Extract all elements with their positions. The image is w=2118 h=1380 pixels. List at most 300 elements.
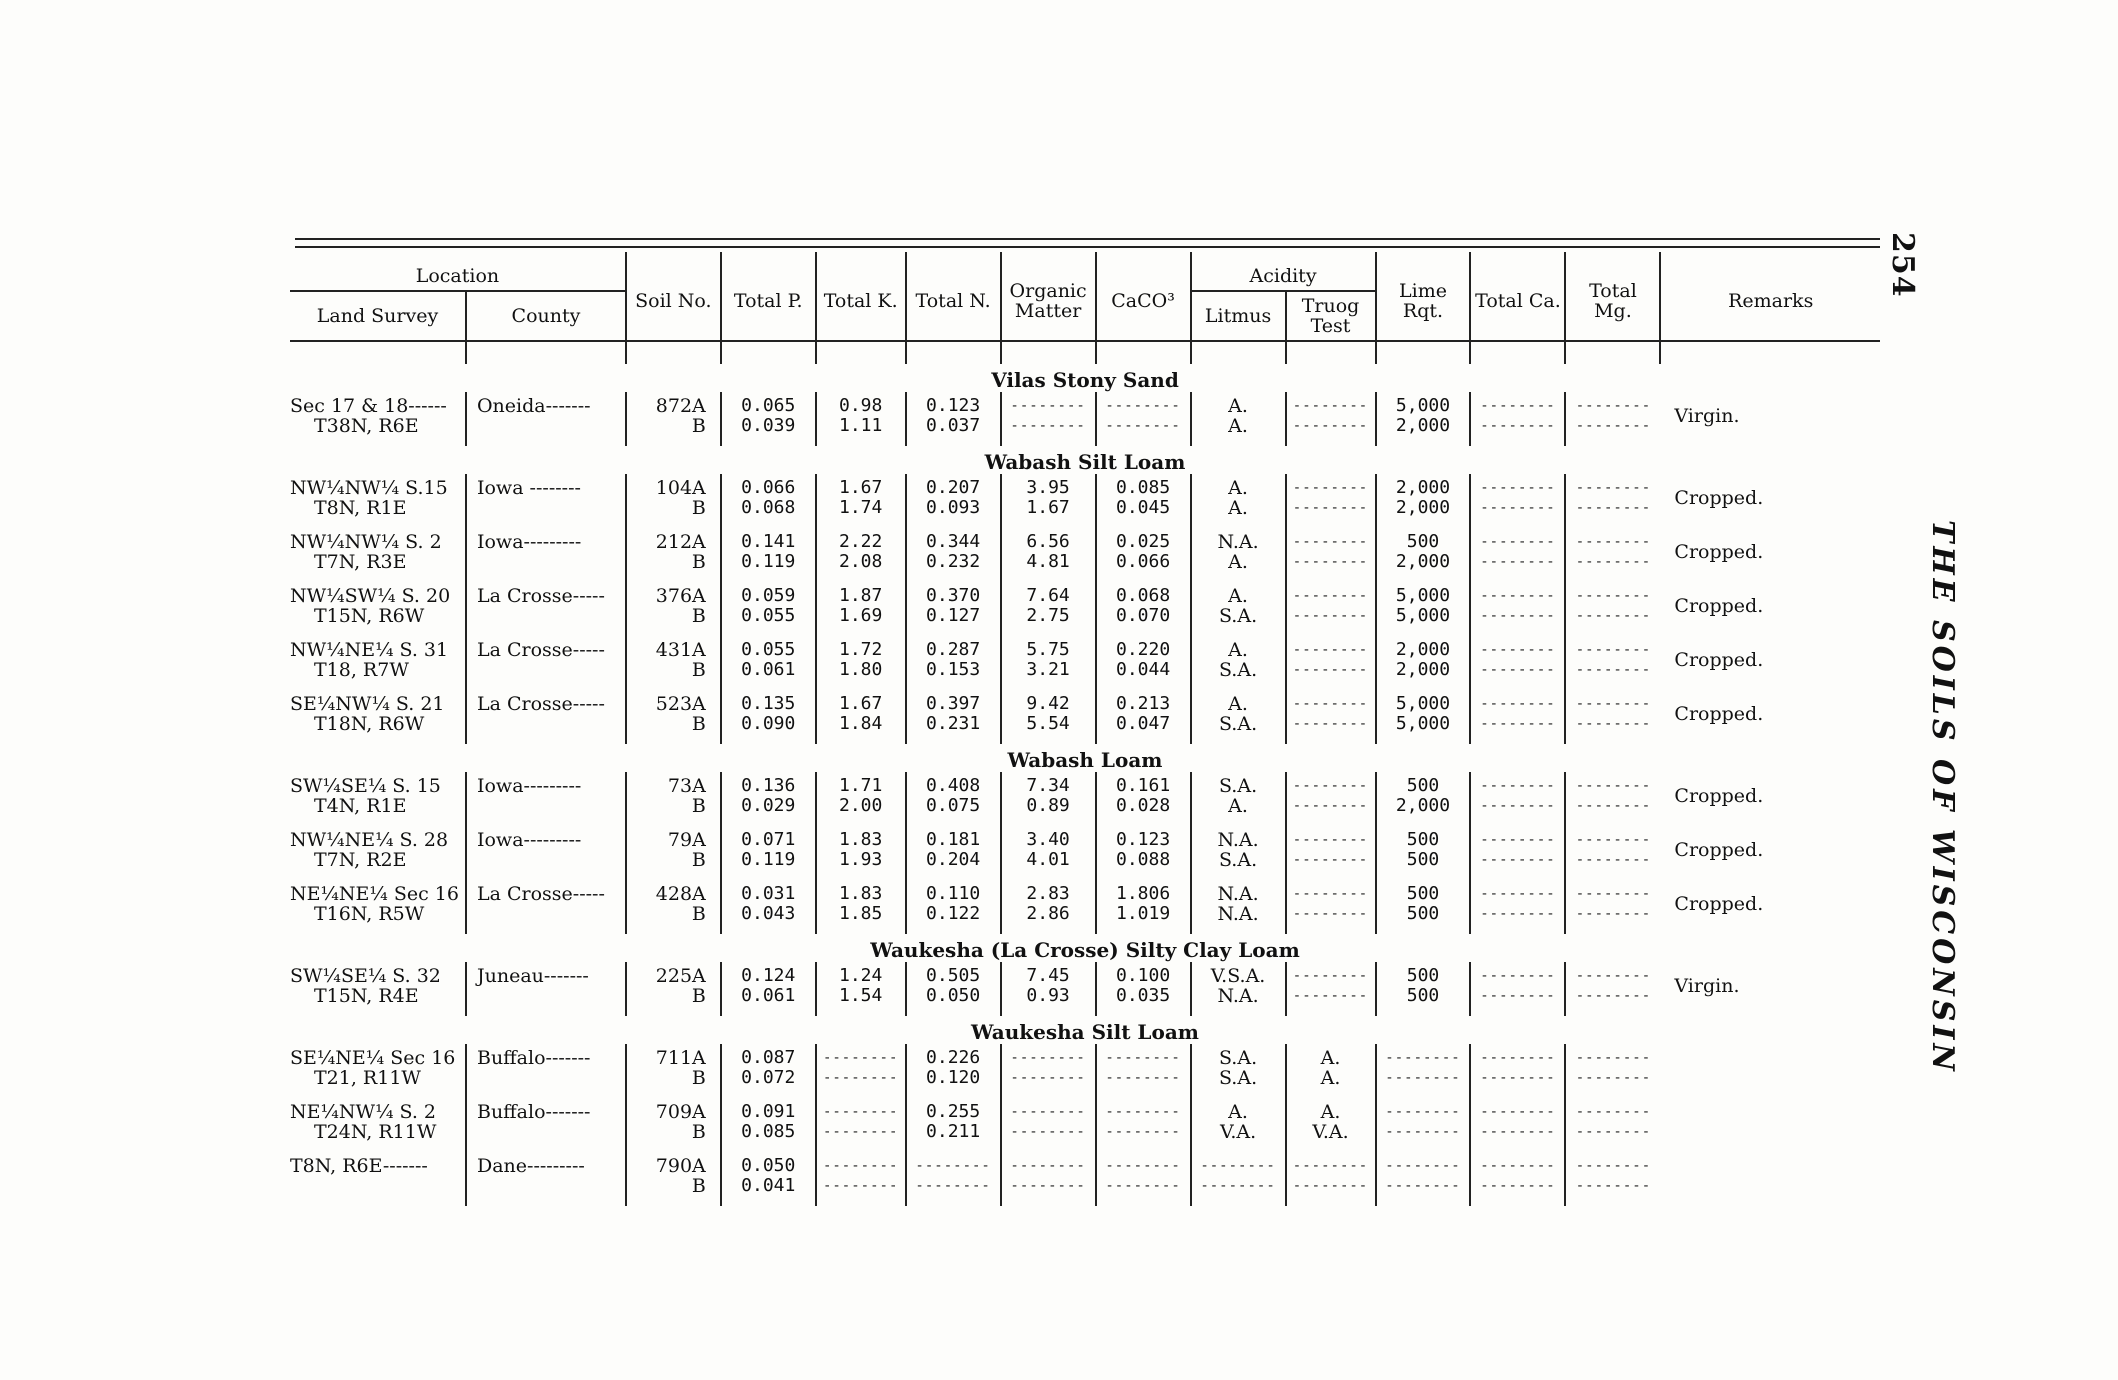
soil-no-value: B — [691, 497, 706, 519]
total-k-value: 1.84 — [838, 713, 883, 734]
truog-test-cell — [1286, 772, 1376, 826]
total-k-cell — [816, 636, 906, 690]
organic-matter-value: 2.83 — [1026, 883, 1070, 904]
blank-dash: -------- — [1480, 1124, 1556, 1140]
litmus-value: S.A. — [1218, 605, 1258, 627]
caco3-value: 0.025 — [1115, 531, 1171, 552]
blank-dash: -------- — [1292, 554, 1369, 570]
organic-matter-cell — [1001, 1098, 1096, 1152]
blank-dash: -------- — [1575, 1178, 1652, 1194]
section-title: Waukesha (La Crosse) Silty Clay Loam — [870, 938, 1300, 962]
litmus-value: A. — [1228, 395, 1248, 417]
total-n-value: 0.231 — [926, 713, 981, 734]
land-survey-line-1: T8N, R6E------- — [290, 1155, 428, 1177]
land-survey-line-1: NW¼SW¼ S. 20 — [290, 585, 451, 607]
organic-matter-value: 3.40 — [1026, 829, 1070, 850]
blank-dash: -------- — [822, 1124, 899, 1140]
table-row — [290, 636, 1880, 690]
blank-dash: -------- — [1575, 1104, 1652, 1120]
caco3-value: 0.161 — [1115, 775, 1171, 796]
blank-dash: -------- — [1575, 418, 1652, 434]
total-k-value: 1.83 — [838, 829, 883, 850]
section-title: Wabash Silt Loam — [984, 450, 1186, 474]
truog-test-cell — [1286, 1044, 1376, 1098]
organic-matter-value: 0.93 — [1026, 985, 1070, 1006]
total-p-value: 0.061 — [741, 659, 796, 680]
lime-rqt-value: 5,000 — [1395, 605, 1451, 626]
blank-dash: -------- — [1105, 1158, 1181, 1174]
total-n-value: 0.255 — [926, 1101, 981, 1122]
county-cell: Oneida------- — [466, 392, 626, 446]
caco3-cell — [1096, 392, 1191, 446]
total-n-value: 0.181 — [926, 829, 981, 850]
litmus-value: A. — [1228, 497, 1248, 519]
remarks-cell: Cropped. — [1674, 839, 1764, 861]
caco3-value: 0.045 — [1115, 497, 1171, 518]
soil-no-cell — [626, 528, 721, 582]
county-cell: Iowa -------- — [466, 474, 626, 528]
caco3-value: 0.088 — [1115, 849, 1171, 870]
blank-dash: -------- — [1292, 1158, 1369, 1174]
litmus-value: A. — [1228, 415, 1248, 437]
header-caco3: CaCO³ — [1096, 252, 1191, 341]
soil-no-value: 104A — [655, 477, 706, 499]
total-p-cell — [721, 582, 816, 636]
total-p-value: 0.066 — [741, 477, 796, 498]
organic-matter-value: 7.64 — [1026, 585, 1070, 606]
total-p-value: 0.055 — [741, 639, 796, 660]
blank-dash: -------- — [822, 1104, 899, 1120]
soil-no-value: 79A — [667, 829, 706, 851]
total-k-cell — [816, 392, 906, 446]
remarks-cell — [1660, 1152, 1880, 1206]
blank-dash: -------- — [1480, 554, 1556, 570]
organic-matter-value: 5.75 — [1026, 639, 1070, 660]
total-p-value: 0.041 — [741, 1175, 796, 1196]
total-k-cell — [816, 474, 906, 528]
land-survey-line-1: NW¼NW¼ S.15 — [290, 477, 448, 499]
total-p-cell — [721, 690, 816, 744]
blank-dash: -------- — [1480, 534, 1556, 550]
total-k-cell — [816, 690, 906, 744]
section-title: Vilas Stony Sand — [991, 368, 1179, 392]
land-survey-cell — [290, 826, 466, 880]
total-p-cell — [721, 636, 816, 690]
truog-test-value: A. — [1320, 1101, 1341, 1123]
soil-no-value: B — [691, 1121, 706, 1143]
organic-matter-value: 2.75 — [1026, 605, 1070, 626]
total-n-value: 0.287 — [926, 639, 981, 660]
blank-dash: -------- — [1292, 852, 1369, 868]
land-survey-line-1: SW¼SE¼ S. 15 — [290, 775, 441, 797]
land-survey-cell — [290, 636, 466, 690]
total-p-value: 0.065 — [741, 395, 796, 416]
caco3-cell — [1096, 772, 1191, 826]
soil-no-value: 376A — [655, 585, 706, 607]
total-mg-cell — [1565, 690, 1660, 744]
section-title: Waukesha Silt Loam — [971, 1020, 1199, 1044]
total-k-value: 1.80 — [838, 659, 883, 680]
blank-dash: -------- — [1480, 1158, 1556, 1174]
header-land-survey: Land Survey — [290, 291, 466, 341]
lime-rqt-value: 500 — [1406, 849, 1440, 870]
litmus-value: S.A. — [1218, 713, 1258, 735]
land-survey-cell — [290, 392, 466, 446]
header-litmus: Litmus — [1191, 291, 1286, 341]
blank-dash: -------- — [1480, 642, 1556, 658]
blank-dash: -------- — [1292, 608, 1369, 624]
total-ca-cell — [1470, 474, 1565, 528]
total-p-cell — [721, 392, 816, 446]
table-row — [290, 1152, 1880, 1206]
total-k-value: 1.67 — [838, 477, 883, 498]
blank-dash: -------- — [1480, 500, 1556, 516]
caco3-value: 0.028 — [1115, 795, 1171, 816]
soil-no-cell — [626, 962, 721, 1016]
land-survey-cell — [290, 474, 466, 528]
county-cell: Buffalo------- — [466, 1044, 626, 1098]
truog-test-cell — [1286, 880, 1376, 934]
blank-dash: -------- — [1010, 1070, 1086, 1086]
total-mg-cell — [1565, 1098, 1660, 1152]
total-n-value: 0.505 — [926, 965, 981, 986]
total-k-value: 1.93 — [838, 849, 883, 870]
blank-dash: -------- — [1575, 852, 1652, 868]
blank-dash: -------- — [1105, 1124, 1181, 1140]
caco3-cell — [1096, 1152, 1191, 1206]
caco3-cell — [1096, 474, 1191, 528]
organic-matter-cell — [1001, 528, 1096, 582]
organic-matter-cell — [1001, 1044, 1096, 1098]
land-survey-cell — [290, 582, 466, 636]
blank-dash: -------- — [1105, 398, 1181, 414]
organic-matter-cell — [1001, 582, 1096, 636]
organic-matter-value: 5.54 — [1026, 713, 1070, 734]
blank-dash: -------- — [1292, 642, 1369, 658]
blank-dash: -------- — [1480, 906, 1556, 922]
running-title: THE SOILS OF WISCONSIN — [1925, 520, 1960, 1075]
blank-dash: -------- — [1575, 696, 1652, 712]
caco3-cell — [1096, 582, 1191, 636]
organic-matter-cell — [1001, 880, 1096, 934]
soil-no-value: 523A — [655, 693, 706, 715]
litmus-cell — [1191, 690, 1286, 744]
soil-no-value: 428A — [655, 883, 706, 905]
organic-matter-value: 1.67 — [1026, 497, 1070, 518]
blank-dash: -------- — [915, 1158, 991, 1174]
lime-rqt-cell — [1376, 582, 1471, 636]
litmus-value: N.A. — [1217, 883, 1259, 905]
soil-no-value: 225A — [655, 965, 706, 987]
soil-no-cell — [626, 772, 721, 826]
total-n-value: 0.344 — [926, 531, 981, 552]
soil-no-value: 73A — [667, 775, 706, 797]
litmus-cell — [1191, 772, 1286, 826]
total-ca-cell — [1470, 582, 1565, 636]
blank-dash: -------- — [822, 1178, 899, 1194]
table-row — [290, 528, 1880, 582]
organic-matter-value: 7.34 — [1026, 775, 1070, 796]
total-k-cell — [816, 1152, 906, 1206]
land-survey-cell — [290, 1152, 466, 1206]
caco3-cell — [1096, 1044, 1191, 1098]
blank-dash: -------- — [1010, 1124, 1086, 1140]
land-survey-line-1: NE¼NW¼ S. 2 — [290, 1101, 437, 1123]
blank-dash: -------- — [1575, 906, 1652, 922]
blank-dash: -------- — [1385, 1124, 1461, 1140]
truog-test-cell — [1286, 528, 1376, 582]
lime-rqt-value: 5,000 — [1395, 585, 1451, 606]
table-row — [290, 880, 1880, 934]
total-ca-cell — [1470, 690, 1565, 744]
litmus-value: A. — [1228, 693, 1248, 715]
total-k-cell — [816, 1098, 906, 1152]
table-row — [290, 582, 1880, 636]
total-n-value: 0.037 — [926, 415, 981, 436]
soil-no-value: 872A — [655, 395, 706, 417]
soil-no-value: B — [691, 849, 706, 871]
total-k-cell — [816, 880, 906, 934]
caco3-value: 0.085 — [1115, 477, 1171, 498]
caco3-cell — [1096, 1098, 1191, 1152]
land-survey-line-1: SE¼NW¼ S. 21 — [290, 693, 445, 715]
header-county: County — [466, 291, 626, 341]
remarks-cell: Cropped. — [1674, 785, 1764, 807]
total-ca-cell — [1470, 1044, 1565, 1098]
total-p-value: 0.087 — [741, 1047, 796, 1068]
litmus-cell — [1191, 392, 1286, 446]
lime-rqt-cell — [1376, 474, 1471, 528]
soil-no-value: B — [691, 605, 706, 627]
land-survey-line-1: NW¼NE¼ S. 31 — [290, 639, 449, 661]
total-n-cell — [906, 1044, 1001, 1098]
lime-rqt-value: 2,000 — [1395, 795, 1451, 816]
land-survey-line-2: T38N, R6E — [314, 415, 419, 437]
litmus-value: N.A. — [1217, 829, 1259, 851]
land-survey-cell — [290, 528, 466, 582]
caco3-value: 0.068 — [1115, 585, 1171, 606]
total-n-cell — [906, 826, 1001, 880]
section-title: Wabash Loam — [1007, 748, 1163, 772]
blank-dash: -------- — [1575, 642, 1652, 658]
blank-dash: -------- — [1480, 778, 1556, 794]
blank-dash: -------- — [1105, 1050, 1181, 1066]
litmus-value: S.A. — [1218, 849, 1258, 871]
section-heading-row — [290, 364, 1880, 392]
blank-dash: -------- — [1575, 1158, 1652, 1174]
truog-test-cell — [1286, 392, 1376, 446]
total-n-cell — [906, 880, 1001, 934]
remarks-cell: Cropped. — [1674, 703, 1764, 725]
total-p-cell — [721, 1098, 816, 1152]
blank-dash: -------- — [1292, 778, 1369, 794]
total-ca-cell — [1470, 392, 1565, 446]
land-survey-cell — [290, 690, 466, 744]
organic-matter-value: 3.21 — [1026, 659, 1070, 680]
lime-rqt-value: 5,000 — [1395, 713, 1451, 734]
land-survey-cell — [290, 1044, 466, 1098]
litmus-value: A. — [1228, 551, 1248, 573]
organic-matter-value: 9.42 — [1026, 693, 1070, 714]
organic-matter-value: 2.86 — [1026, 903, 1070, 924]
truog-test-cell — [1286, 582, 1376, 636]
blank-dash: -------- — [1292, 968, 1369, 984]
land-survey-line-1: Sec 17 & 18------ — [290, 395, 447, 417]
total-n-cell — [906, 636, 1001, 690]
total-ca-cell — [1470, 636, 1565, 690]
litmus-cell — [1191, 474, 1286, 528]
land-survey-line-2: T18, R7W — [314, 659, 409, 681]
organic-matter-value: 0.89 — [1026, 795, 1070, 816]
section-heading-row — [290, 446, 1880, 474]
land-survey-line-2: T16N, R5W — [314, 903, 425, 925]
total-p-value: 0.090 — [741, 713, 796, 734]
total-p-cell — [721, 474, 816, 528]
litmus-cell — [1191, 826, 1286, 880]
blank-dash: -------- — [1292, 398, 1369, 414]
soil-no-value: B — [691, 659, 706, 681]
total-p-value: 0.071 — [741, 829, 796, 850]
lime-rqt-value: 2,000 — [1395, 639, 1451, 660]
total-n-cell — [906, 474, 1001, 528]
organic-matter-value: 3.95 — [1026, 477, 1070, 498]
truog-test-cell — [1286, 1098, 1376, 1152]
litmus-cell — [1191, 636, 1286, 690]
litmus-value: A. — [1228, 639, 1248, 661]
section-heading-row — [290, 934, 1880, 962]
blank-dash: -------- — [1292, 696, 1369, 712]
total-mg-cell — [1565, 826, 1660, 880]
land-survey-line-2: T15N, R6W — [314, 605, 425, 627]
soil-no-cell — [626, 880, 721, 934]
litmus-cell — [1191, 880, 1286, 934]
blank-dash: -------- — [1480, 798, 1556, 814]
total-k-value: 1.71 — [838, 775, 883, 796]
land-survey-line-2: T21, R11W — [314, 1067, 421, 1089]
total-mg-cell — [1565, 962, 1660, 1016]
lime-rqt-value: 2,000 — [1395, 415, 1451, 436]
soil-no-cell — [626, 392, 721, 446]
lime-rqt-cell — [1376, 690, 1471, 744]
total-n-value: 0.397 — [926, 693, 981, 714]
lime-rqt-cell — [1376, 1152, 1471, 1206]
litmus-value: A. — [1228, 795, 1248, 817]
blank-dash: -------- — [1575, 832, 1652, 848]
header-soil-no: Soil No. — [626, 252, 721, 341]
blank-dash: -------- — [1480, 696, 1556, 712]
caco3-value: 0.044 — [1115, 659, 1171, 680]
section-heading-row — [290, 744, 1880, 772]
blank-dash: -------- — [1480, 716, 1556, 732]
total-n-cell — [906, 1098, 1001, 1152]
lime-rqt-cell — [1376, 636, 1471, 690]
caco3-value: 1.019 — [1115, 903, 1171, 924]
total-k-value: 1.11 — [838, 415, 883, 436]
lime-rqt-cell — [1376, 1044, 1471, 1098]
caco3-value: 0.070 — [1115, 605, 1171, 626]
land-survey-line-2: T15N, R4E — [314, 985, 419, 1007]
total-p-cell — [721, 962, 816, 1016]
litmus-value: V.A. — [1219, 1121, 1257, 1143]
organic-matter-cell — [1001, 392, 1096, 446]
soil-no-value: B — [691, 1067, 706, 1089]
blank-dash: -------- — [1292, 988, 1369, 1004]
remarks-cell: Cropped. — [1674, 541, 1764, 563]
total-mg-cell — [1565, 1152, 1660, 1206]
blank-dash: -------- — [1292, 716, 1369, 732]
table-row — [290, 690, 1880, 744]
blank-dash: -------- — [1385, 1158, 1461, 1174]
blank-dash: -------- — [1480, 398, 1556, 414]
total-n-value: 0.232 — [926, 551, 981, 572]
land-survey-line-2: T18N, R6W — [314, 713, 425, 735]
caco3-value: 0.100 — [1115, 965, 1171, 986]
total-n-cell — [906, 392, 1001, 446]
total-p-value: 0.055 — [741, 605, 796, 626]
table-row — [290, 392, 1880, 446]
total-n-value: 0.207 — [926, 477, 981, 498]
soil-no-cell — [626, 1152, 721, 1206]
organic-matter-cell — [1001, 962, 1096, 1016]
total-k-value: 2.00 — [838, 795, 883, 816]
truog-test-value: V.A. — [1312, 1121, 1349, 1143]
total-p-cell — [721, 528, 816, 582]
top-rule-2 — [295, 246, 1880, 248]
soil-no-cell — [626, 690, 721, 744]
total-ca-cell — [1470, 528, 1565, 582]
lime-rqt-cell — [1376, 1098, 1471, 1152]
land-survey-line-2: T7N, R3E — [314, 551, 407, 573]
header-organic-matter: Organic Matter — [1001, 252, 1096, 341]
truog-test-value: A. — [1320, 1067, 1341, 1089]
total-p-value: 0.029 — [741, 795, 796, 816]
litmus-value: V.S.A. — [1210, 965, 1266, 987]
county-cell: La Crosse----- — [466, 582, 626, 636]
total-mg-cell — [1565, 582, 1660, 636]
blank-dash: -------- — [1575, 798, 1652, 814]
soil-no-cell — [626, 636, 721, 690]
blank-dash: -------- — [1105, 1070, 1181, 1086]
county-cell: Dane--------- — [466, 1152, 626, 1206]
caco3-cell — [1096, 962, 1191, 1016]
total-k-cell — [816, 528, 906, 582]
remarks-cell: Virgin. — [1674, 405, 1740, 427]
land-survey-line-1: NW¼NW¼ S. 2 — [290, 531, 442, 553]
total-n-cell — [906, 528, 1001, 582]
lime-rqt-value: 2,000 — [1395, 477, 1451, 498]
litmus-value: N.A. — [1217, 985, 1259, 1007]
total-n-value: 0.211 — [926, 1121, 981, 1142]
county-cell: Buffalo------- — [466, 1098, 626, 1152]
lime-rqt-value: 5,000 — [1395, 395, 1451, 416]
litmus-cell — [1191, 1098, 1286, 1152]
soil-no-cell — [626, 582, 721, 636]
section-heading-row — [290, 1016, 1880, 1044]
blank-dash: -------- — [1575, 716, 1652, 732]
total-p-value: 0.136 — [741, 775, 796, 796]
blank-dash: -------- — [1575, 1070, 1652, 1086]
blank-dash: -------- — [1292, 418, 1369, 434]
top-rule-1 — [295, 238, 1880, 240]
organic-matter-cell — [1001, 1152, 1096, 1206]
soil-no-value: B — [691, 713, 706, 735]
caco3-cell — [1096, 636, 1191, 690]
total-ca-cell — [1470, 962, 1565, 1016]
total-n-value: 0.075 — [926, 795, 981, 816]
blank-dash: -------- — [1292, 1178, 1369, 1194]
blank-dash: -------- — [1385, 1070, 1461, 1086]
total-mg-cell — [1565, 474, 1660, 528]
